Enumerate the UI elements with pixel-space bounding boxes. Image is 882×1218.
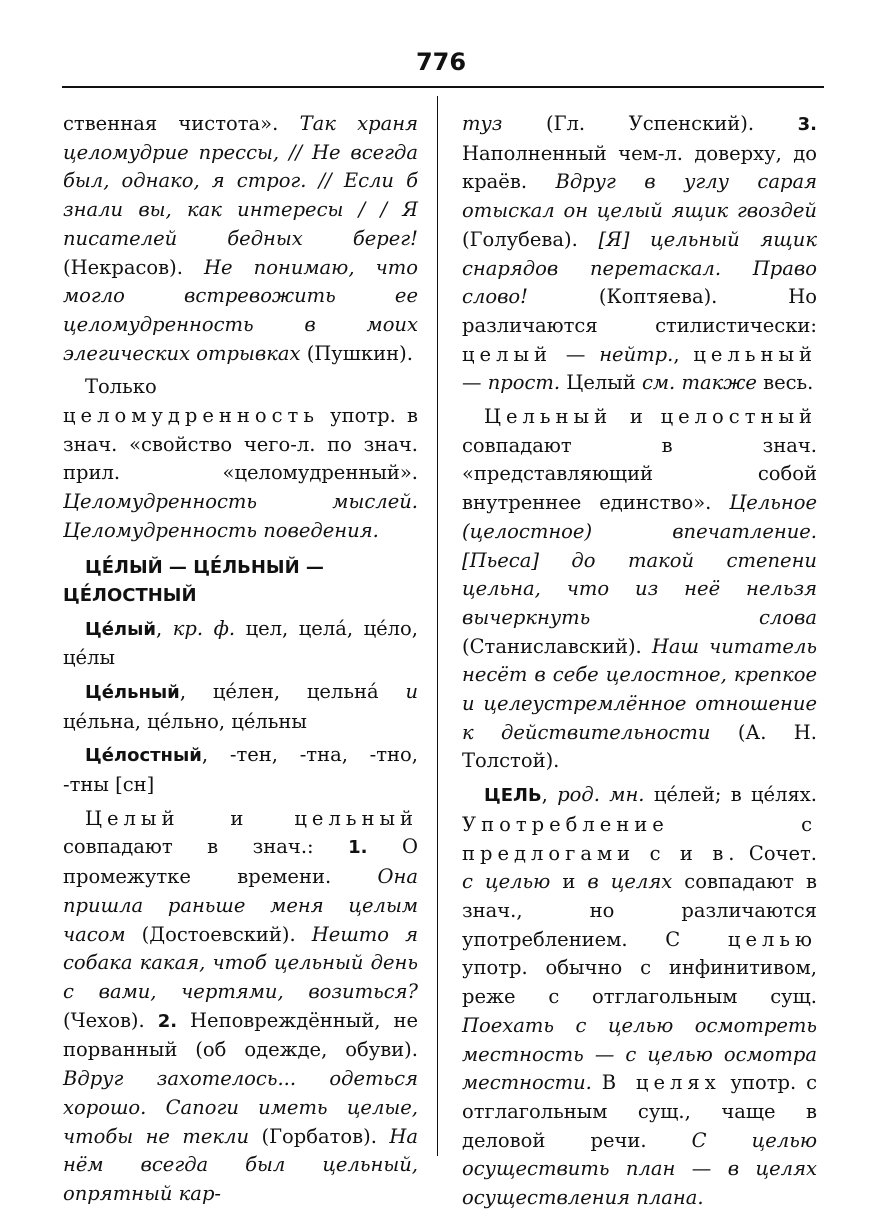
paragraph-tselyi-tselnyi (63, 805, 418, 1209)
text-run: ственная чистота». (63, 112, 300, 135)
paragraph-tselostnyi-forms (63, 741, 418, 799)
abbreviation: род. мн. (557, 783, 645, 807)
text-run: — (462, 371, 488, 395)
source: (А. Н. Толстой). (462, 720, 817, 773)
source: (Чехов). (63, 1008, 158, 1032)
spaced-term: целомудренность (63, 404, 319, 428)
paragraph-tsel-entry (462, 781, 817, 1213)
source: (Достоевский). (125, 922, 312, 946)
abbreviation: кр. ф. (172, 616, 236, 640)
header-rule (62, 86, 824, 88)
example-quote: На нём всегда был цельный, опрятный кар- (63, 1124, 418, 1205)
text-run: Только (85, 375, 157, 399)
sense-number: 2. (157, 1010, 178, 1032)
abbreviation: нейтр. (599, 342, 674, 366)
right-column (462, 110, 817, 1218)
paragraph-tselnyi-tselostnyi (462, 403, 817, 776)
text-run: Целый (560, 371, 642, 395)
headword: Це́лый (85, 618, 156, 640)
source: (Гл. Успенский). (502, 112, 798, 135)
text-run: це́льна, це́льно, це́льны (63, 709, 307, 733)
example-quote: Целомудренность мыслей. Целомудренность поведения. (63, 490, 418, 542)
column-divider (437, 96, 438, 1156)
text-run: совпадают в знач. «представляющий собой внутреннее единство». (462, 433, 817, 515)
text-run: употр. в знач. «свойство чего-л. по знач. прил. «целомудренный». (63, 404, 418, 485)
spaced-term: Цельный (484, 405, 613, 429)
text-run: совпадают в знач., но различаются употреблением. (462, 870, 817, 951)
text-run: — (551, 342, 600, 366)
source: (Горбатов). (249, 1124, 390, 1148)
text-run (592, 1071, 602, 1094)
paragraph-tselyi-sense3 (462, 110, 817, 398)
spaced-term: целостный (660, 405, 817, 429)
text-run: , -тен, -тна, -тно, -тны [сн] (63, 743, 418, 797)
example-quote: Наш читатель несёт в себе целостное, крепкое и целеустремлённое отношение к действительности (462, 634, 817, 744)
text-run: О промежутке времени. (63, 835, 419, 889)
spaced-term: С целью (665, 927, 817, 951)
spaced-term: цельный (693, 342, 817, 366)
headword: Це́лостный (85, 745, 202, 767)
abbreviation: см. также (641, 371, 757, 395)
spaced-term: цельный (294, 806, 418, 830)
text-run: Неповреждённый, не порванный (об одежде, обуви). (63, 1008, 418, 1062)
example-quote: Не понимаю, что могло встревожить ее целомудренность в моих элегических отрывках (63, 255, 419, 365)
paragraph-tselyi-forms (63, 615, 418, 673)
text-run: це́лей; в це́лях. (644, 783, 817, 807)
text-run: совпадают в знач.: (63, 835, 349, 859)
source: (Голубева). (462, 227, 599, 251)
example-quote: Вдруг в углу сарая отыскал он целый ящик гвоздей (462, 170, 818, 223)
text-run: , це́лен, цельна́ (179, 679, 406, 703)
text-run: весь. (756, 371, 814, 395)
entry-heading: ЦЕ́ЛЫЙ — ЦЕ́ЛЬНЫЙ — ЦЕ́ЛОСТНЫЙ (63, 556, 324, 606)
spaced-term: Употребление с предлогами с и в. (462, 812, 817, 865)
page-number: 776 (415, 48, 467, 76)
headword: ЦЕЛЬ (484, 785, 542, 807)
example-quote: Нешто я собака какая, чтоб цельный день с вами, чертями, возиться? (63, 922, 418, 1003)
text-run: (Коптяева). Но различаются стилистически: (462, 285, 817, 337)
example-quote: [Я] цельный ящик снарядов перетаскал. Право слово! (462, 227, 817, 309)
text-run: употр. обычно с инфинитивом, реже с отглагольным сущ. (462, 956, 817, 1009)
text-run: употр. с отглагольным сущ., чаще в деловой речи. (462, 1071, 817, 1152)
abbreviation: и (405, 679, 418, 703)
paragraph-tselomudrennost (63, 373, 418, 545)
example-quote: Вдруг захотелось... одеться хорошо. Сапоги иметь целые, чтобы не текли (63, 1067, 418, 1148)
text-run: и (179, 806, 295, 830)
example-quote: С целью осуществить план — в целях осуществления плана. (462, 1128, 817, 1210)
sense-number: 1. (348, 837, 368, 859)
spaced-term: целый (462, 342, 552, 366)
text-run: , (155, 616, 173, 640)
text-run: и (550, 870, 588, 894)
text-run: Наполненный чем-л. доверху, до краёв. (462, 141, 817, 194)
spaced-term: В целях (601, 1071, 721, 1095)
example-quote: Она пришла раньше меня целым часом (63, 865, 418, 946)
example-quote: Поехать с целью осмотреть местность — с целью осмотра местности. (462, 1013, 817, 1095)
text-run: Сочет. (739, 841, 817, 865)
text-run: , (673, 342, 694, 366)
example-quote: Цельное (целостное) впечатление. [Пьеса] до такой степени цельна, что из неё нельзя вычеркнуть слова (462, 491, 817, 629)
spaced-term: Целый (85, 806, 180, 830)
source: (Некрасов). (63, 255, 205, 279)
example-quote: с целью (462, 870, 551, 894)
example-quote: в целях (587, 870, 673, 894)
abbreviation: прост. (487, 371, 561, 395)
text-run: и (612, 405, 661, 429)
headword: Це́льный (85, 681, 180, 703)
left-column (63, 110, 418, 1214)
paragraph-tselnyi-forms (63, 678, 418, 736)
example-quote: Так храня целомудрие прессы, // Не всегда был, однако, я строг. // Если б знали вы, как интересы / / Я писателей бедных берег! (63, 112, 418, 250)
source: (Пушкин). (300, 341, 413, 365)
source: (Станиславский). (462, 634, 652, 658)
example-quote: туз (462, 112, 503, 135)
text-run: цел, цела́, це́ло, це́лы (63, 616, 418, 670)
sense-number: 3. (797, 114, 817, 135)
paragraph-chistota (63, 110, 418, 368)
text-run: , (541, 783, 558, 807)
